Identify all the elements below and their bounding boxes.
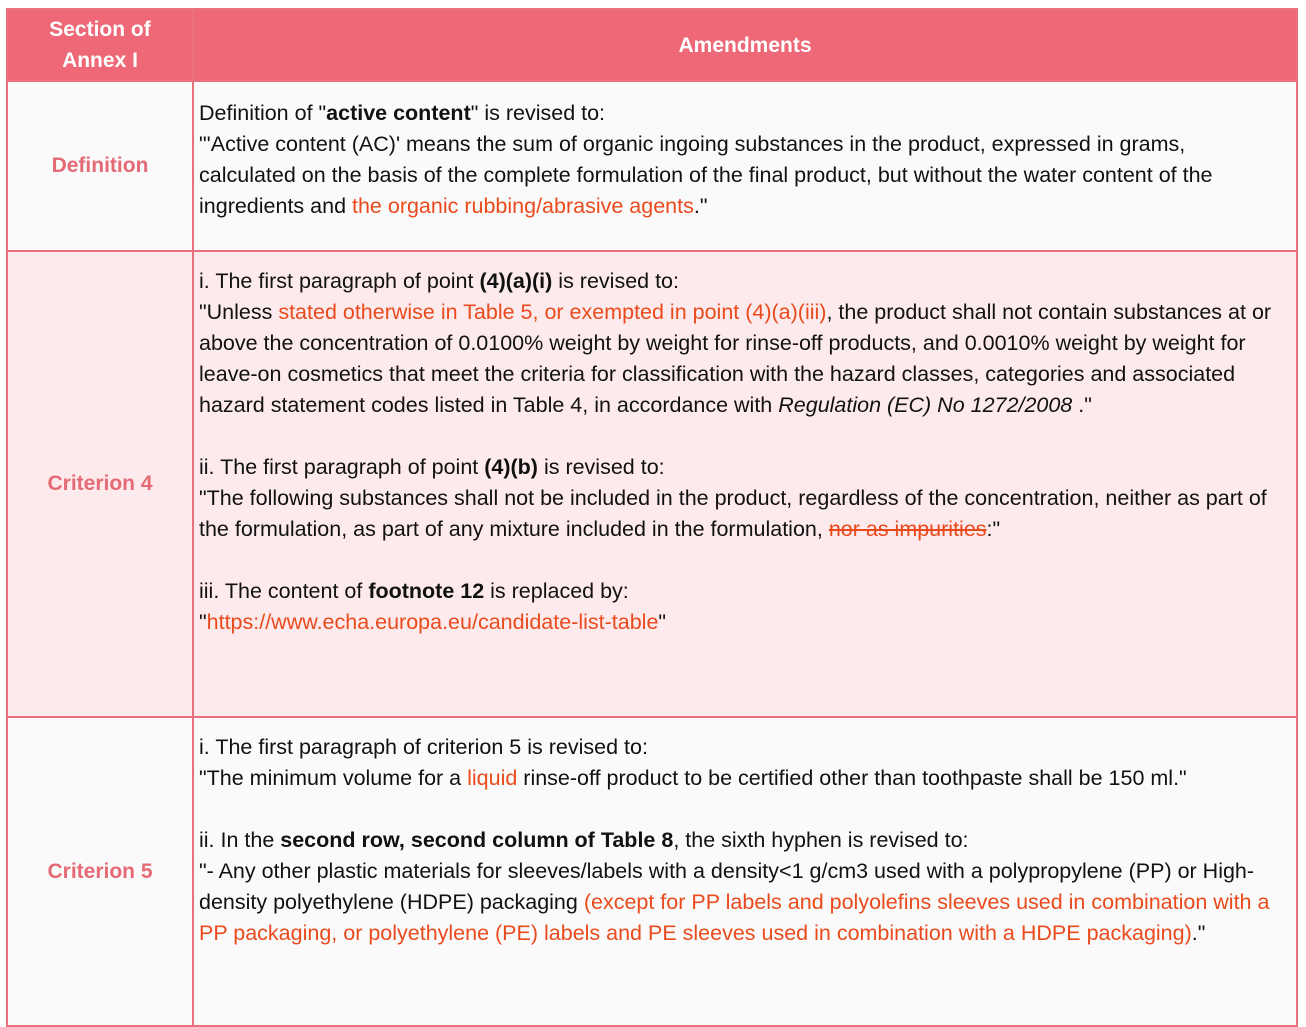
amendment-line: iii. The content of footnote 12 is replaced by: xyxy=(199,579,629,603)
amendment-quote: "https://www.echa.europa.eu/candidate-list-table" xyxy=(199,610,667,634)
amendment-line: ii. The first paragraph of point (4)(b) is revised to: xyxy=(199,455,665,479)
section-cell: Definition xyxy=(7,81,193,251)
amendment-line: ii. In the second row, second column of Table 8, the sixth hyphen is revised to: xyxy=(199,828,969,852)
table-row xyxy=(7,717,1297,1026)
amendment-cell xyxy=(193,81,1297,251)
table-header-row xyxy=(7,9,1297,81)
struck-text: nor as impurities xyxy=(828,517,987,541)
bold-term: (4)(b) xyxy=(484,455,538,479)
amendment-quote: "'Active content (AC)' means the sum of organic ingoing substances in the product, expressed in grams, calculated on the basis of the complete formulation of the final product, but without the water content of the ingredients and the organic rubbing/abrasive agents." xyxy=(199,132,1213,218)
table-row xyxy=(7,81,1297,251)
bold-term: second row, second column of Table 8 xyxy=(280,828,674,852)
table-row xyxy=(7,251,1297,717)
section-cell: Criterion 5 xyxy=(7,717,193,1026)
amendment-cell xyxy=(193,717,1297,1026)
highlighted-text: liquid xyxy=(467,766,518,790)
amendment-quote: "- Any other plastic materials for sleeves/labels with a density<1 g/cm3 used with a polypropylene (PP) or High-density polyethylene (HDPE) packaging (except for PP labels and polyolefins sleeves used in combination with a PP packaging, or polyethylene (PE) labels and PE sleeves used in combination with a HDPE packaging)." xyxy=(199,859,1270,945)
bold-term: active content xyxy=(326,101,471,125)
candidate-list-link[interactable]: https://www.echa.europa.eu/candidate-list-table xyxy=(206,610,659,634)
amendments-table xyxy=(6,8,1298,1027)
highlighted-text: (except for PP labels and polyolefins sleeves used in combination with a PP packaging, or polyethylene (PE) labels and PE sleeves used in combination with a HDPE packaging) xyxy=(199,890,1270,945)
amendment-cell xyxy=(193,251,1297,717)
regulation-reference: Regulation (EC) No 1272/2008 xyxy=(778,393,1073,417)
section-cell: Criterion 4 xyxy=(7,251,193,717)
highlighted-text: stated otherwise in Table 5, or exempted in point (4)(a)(iii) xyxy=(278,300,827,324)
amendment-line: Definition of "active content" is revised to: xyxy=(199,101,606,125)
highlighted-text: the organic rubbing/abrasive agents xyxy=(352,194,694,218)
amendment-quote: "Unless stated otherwise in Table 5, or exempted in point (4)(a)(iii), the product shall not contain substances at or above the concentration of 0.0100% weight by weight for rinse-off products, and 0.0010% weight by weight for leave-on cosmetics that meet the criteria for classification with the hazard classes, categories and associated hazard statement codes listed in Table 4, in accordance with Regulation (EC) No 1272/2008 ." xyxy=(199,300,1272,417)
section-header: Section of Annex I xyxy=(7,9,193,81)
amendment-line: i. The first paragraph of point (4)(a)(i) is revised to: xyxy=(199,269,679,293)
amendment-quote: "The following substances shall not be included in the product, regardless of the concentration, neither as part of the formulation, as part of any mixture included in the formulation, nor as impurities:" xyxy=(199,486,1267,541)
bold-term: footnote 12 xyxy=(368,579,485,603)
amendment-line: i. The first paragraph of criterion 5 is revised to: xyxy=(199,735,648,759)
bold-term: (4)(a)(i) xyxy=(479,269,553,293)
amendment-quote: "The minimum volume for a liquid rinse-off product to be certified other than toothpaste shall be 150 ml." xyxy=(199,766,1187,790)
amendments-header: Amendments xyxy=(193,9,1297,81)
